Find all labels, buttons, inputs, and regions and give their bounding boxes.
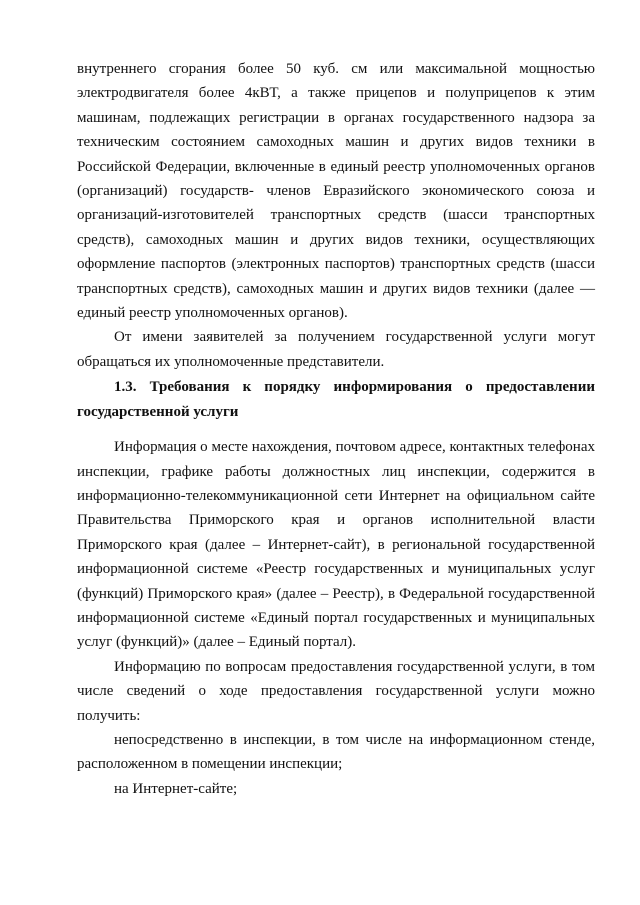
- paragraph-on-website: на Интернет-сайте;: [114, 780, 238, 797]
- paragraph-vehicle-registry: внутреннего сгорания более 50 куб. см или максимальной мощностью электродвигателя более 4кВТ, а также прицепов и полуприцепов к этим машинам, подлежащих регистрации в органах государственного надзора за техническим состоянием самоходных машин и других видов техники в Российской Федерации, включенные в единый реестр уполномоченных органов (организаций) государств- членов Евразийского экономического союза и организаций-изготовителей транспортных средств (шасси транспортных средств), самоходных машин и других видов техники, осуществляющих оформление паспортов (электронных паспортов) транспортных средств (шасси транспортных средств), самоходных машин и других видов техники (далее — единый реестр уполномоченных органов).: [77, 61, 595, 322]
- section-heading-1-3: 1.3. Требования к порядку информирования о предоставлении государственной услуги: [77, 379, 595, 420]
- paragraph-in-inspection: непосредственно в инспекции, в том числе на информационном стенде, расположенном в помещении инспекции;: [77, 731, 595, 773]
- document-page: [77, 57, 595, 801]
- paragraph-info-sources: Информацию по вопросам предоставления государственной услуги, в том числе сведений о ходе предоставления государственной услуги можно получить:: [77, 658, 595, 724]
- paragraph-authorized-representatives: От имени заявителей за получением государственной услуги могут обращаться их уполномоченные представители.: [77, 329, 595, 370]
- paragraph-contact-info: Информация о месте нахождения, почтовом адресе, контактных телефонах инспекции, графике работы должностных лиц инспекции, содержится в информационно-телекоммуникационной сети Интернет на официальном сайте Правительства Приморского края и органов исполнительной власти Приморского края (далее – Интернет-сайт), в региональной государственной информационной системе «Реестр государственных и муниципальных услуг (функций) Приморского края» (далее – Реестр), в Федеральной государственной информационной системе «Единый портал государственных и муниципальных услуг (функций)» (далее – Единый портал).: [77, 439, 595, 651]
